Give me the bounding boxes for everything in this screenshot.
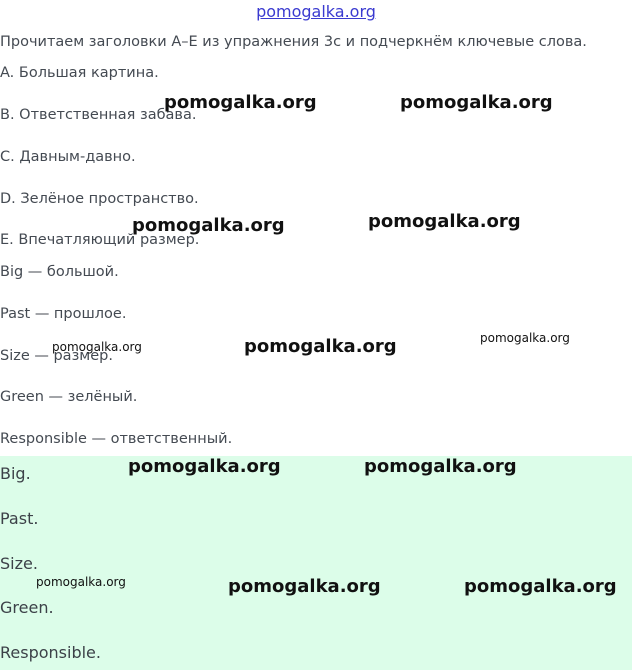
watermark: pomogalka.org <box>128 456 281 477</box>
heading-c: C. Давным-давно. <box>0 149 136 165</box>
keyword-big: Big — большой. <box>0 264 119 280</box>
watermark: pomogalka.org <box>244 336 397 357</box>
answer-responsible: Responsible. <box>0 643 101 662</box>
watermark: pomogalka.org <box>228 576 381 597</box>
watermark: pomogalka.org <box>36 575 126 589</box>
heading-d: D. Зелёное пространство. <box>0 191 199 207</box>
heading-a: A. Большая картина. <box>0 65 159 81</box>
keyword-past: Past — прошлое. <box>0 306 127 322</box>
answer-size: Size. <box>0 554 38 573</box>
watermark: pomogalka.org <box>400 92 553 113</box>
heading-e: E. Впечатляющий размер. <box>0 232 200 248</box>
answer-past: Past. <box>0 509 39 528</box>
watermark: pomogalka.org <box>368 211 521 232</box>
watermark: pomogalka.org <box>164 92 317 113</box>
watermark: pomogalka.org <box>52 340 142 354</box>
watermark: pomogalka.org <box>480 331 570 345</box>
answer-box <box>0 456 632 670</box>
keyword-responsible: Responsible — ответственный. <box>0 431 233 447</box>
answer-green: Green. <box>0 598 54 617</box>
keyword-green: Green — зелёный. <box>0 389 138 405</box>
heading-b: B. Ответственная забава. <box>0 107 197 123</box>
site-header-link[interactable]: pomogalka.org <box>256 2 376 21</box>
instruction-text: Прочитаем заголовки A–E из упражнения 3c и подчеркнём ключевые слова. <box>0 34 587 50</box>
answer-big: Big. <box>0 464 31 483</box>
keyword-size: Size — размер. <box>0 348 113 364</box>
watermark: pomogalka.org <box>464 576 617 597</box>
watermark: pomogalka.org <box>132 215 285 236</box>
watermark: pomogalka.org <box>364 456 517 477</box>
